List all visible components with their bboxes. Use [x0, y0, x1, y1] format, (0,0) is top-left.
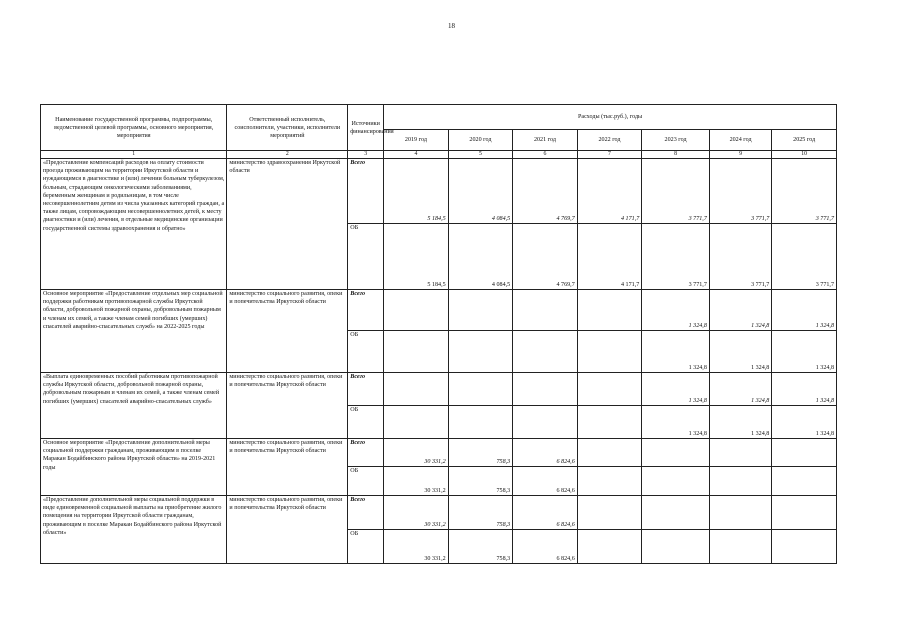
header-year: 2024 год [709, 130, 771, 151]
source-regional-budget: ОБ [348, 406, 384, 439]
source-total: Всего [348, 159, 384, 224]
value-cell: 1 324,8 [642, 406, 710, 439]
value-cell [577, 406, 642, 439]
value-cell: 758,3 [448, 467, 513, 496]
column-index: 8 [642, 151, 710, 159]
header-source: Источники финансирования [348, 105, 384, 151]
activity-name: Основное мероприятие «Предоставление дополнительной меры социальной поддержки гражданам, проживающим в поселке Маракан Бодайбинского района Иркутской области» на 2019-2021 годы [41, 439, 227, 496]
value-cell [448, 290, 513, 331]
executor: министерство здравоохранения Иркутской области [227, 159, 348, 290]
value-cell: 3 771,7 [709, 159, 771, 224]
value-cell [384, 373, 449, 406]
column-index-row [41, 151, 837, 159]
value-cell [642, 496, 710, 530]
column-index: 1 [41, 151, 227, 159]
header-expenses: Расходы (тыс.руб.), годы [384, 105, 837, 130]
value-cell [448, 331, 513, 373]
value-cell: 1 324,8 [709, 373, 771, 406]
header-name: Наименование государственной программы, подпрограммы, ведомственной целевой программы, основного мероприятия, мероприятия [41, 105, 227, 151]
value-cell [642, 530, 710, 564]
value-cell [577, 467, 642, 496]
table-row [41, 373, 837, 406]
value-cell: 1 324,8 [642, 331, 710, 373]
value-cell: 758,3 [448, 439, 513, 467]
value-cell: 4 084,5 [448, 224, 513, 290]
value-cell [448, 406, 513, 439]
value-cell: 4 171,7 [577, 159, 642, 224]
value-cell: 6 824,6 [513, 530, 578, 564]
header-executor: Ответственный исполнитель, соисполнители, участники, исполнители мероприятий [227, 105, 348, 151]
value-cell [513, 373, 578, 406]
value-cell [709, 496, 771, 530]
activity-name: Основное мероприятие «Предоставление отдельных мер социальной поддержки работникам противопожарной службы Иркутской области, добровольной пожарной охраны, добровольным пожарным и членам их семей, а также членам семей погибших (умерших) спасателей аварийно-спасательных служб» на 2022-2025 годы [41, 290, 227, 373]
value-cell [577, 439, 642, 467]
executor: министерство социального развития, опеки и попечительства Иркутской области [227, 373, 348, 439]
value-cell: 3 771,7 [642, 159, 710, 224]
value-cell: 1 324,8 [772, 373, 837, 406]
value-cell: 5 184,5 [384, 159, 449, 224]
value-cell: 1 324,8 [772, 290, 837, 331]
value-cell: 3 771,7 [772, 224, 837, 290]
value-cell [577, 290, 642, 331]
value-cell [642, 467, 710, 496]
value-cell: 4 769,7 [513, 224, 578, 290]
value-cell [513, 331, 578, 373]
header-year: 2021 год [513, 130, 578, 151]
value-cell [772, 496, 837, 530]
source-regional-budget: ОБ [348, 467, 384, 496]
value-cell [577, 331, 642, 373]
value-cell [577, 373, 642, 406]
value-cell: 1 324,8 [709, 406, 771, 439]
value-cell [772, 467, 837, 496]
column-index: 9 [709, 151, 771, 159]
column-index: 3 [348, 151, 384, 159]
value-cell: 1 324,8 [709, 290, 771, 331]
budget-table [40, 104, 837, 564]
value-cell: 3 771,7 [709, 224, 771, 290]
value-cell: 3 771,7 [772, 159, 837, 224]
value-cell: 6 824,6 [513, 439, 578, 467]
value-cell [448, 373, 513, 406]
value-cell [709, 530, 771, 564]
value-cell: 4 084,5 [448, 159, 513, 224]
source-total: Всего [348, 496, 384, 530]
value-cell: 30 331,2 [384, 439, 449, 467]
source-regional-budget: ОБ [348, 530, 384, 564]
executor: министерство социального развития, опеки и попечительства Иркутской области [227, 496, 348, 564]
activity-name: «Выплата единовременных пособий работникам противопожарной службы Иркутской области, добровольной пожарной охраны, добровольным пожарным и членам их семей, а также членам семей погибших (умерших) спасателей аварийно-спасательных служб» [41, 373, 227, 439]
value-cell: 6 824,6 [513, 467, 578, 496]
value-cell: 4 171,7 [577, 224, 642, 290]
source-total: Всего [348, 290, 384, 331]
header-year: 2022 год [577, 130, 642, 151]
source-total: Всего [348, 439, 384, 467]
value-cell [513, 406, 578, 439]
value-cell: 6 824,6 [513, 496, 578, 530]
value-cell [384, 290, 449, 331]
value-cell: 30 331,2 [384, 530, 449, 564]
column-index: 5 [448, 151, 513, 159]
value-cell: 1 324,8 [772, 406, 837, 439]
value-cell: 1 324,8 [642, 290, 710, 331]
header-year: 2025 год [772, 130, 837, 151]
column-index: 7 [577, 151, 642, 159]
source-total: Всего [348, 373, 384, 406]
value-cell: 1 324,8 [709, 331, 771, 373]
value-cell: 30 331,2 [384, 496, 449, 530]
column-index: 4 [384, 151, 449, 159]
value-cell [772, 530, 837, 564]
header-year: 2020 год [448, 130, 513, 151]
column-index: 6 [513, 151, 578, 159]
value-cell [384, 406, 449, 439]
activity-name: «Предоставление компенсаций расходов на оплату стоимости проезда проживающим на территории Иркутской области и нуждающимся в диагностике и (или) лечении больным туберкулезом, больным, страдающим онкологическими заболеваниями, беременным женщинам и родильницам, в том числе несовершеннолетним детям из числа указанных категорий граждан, а также лицам, сопровождающим несовершеннолетних детей, к месту диагностики и (или) лечения, в отдельные медицинские организации государственной системы здравоохранения и обратно» [41, 159, 227, 290]
header-year: 2023 год [642, 130, 710, 151]
table-row [41, 159, 837, 224]
source-regional-budget: ОБ [348, 224, 384, 290]
value-cell [642, 439, 710, 467]
table-row [41, 496, 837, 530]
value-cell: 3 771,7 [642, 224, 710, 290]
value-cell: 1 324,8 [642, 373, 710, 406]
executor: министерство социального развития, опеки и попечительства Иркутской области [227, 290, 348, 373]
source-regional-budget: ОБ [348, 331, 384, 373]
value-cell [384, 331, 449, 373]
value-cell: 4 769,7 [513, 159, 578, 224]
executor: министерство социального развития, опеки и попечительства Иркутской области [227, 439, 348, 496]
table-row [41, 290, 837, 331]
value-cell: 30 331,2 [384, 467, 449, 496]
value-cell [577, 496, 642, 530]
column-index: 10 [772, 151, 837, 159]
value-cell [513, 290, 578, 331]
value-cell: 758,3 [448, 496, 513, 530]
activity-name: «Предоставление дополнительной меры социальной поддержки в виде единовременной социальной выплаты на приобретение жилого помещения на территории Иркутской области гражданам, проживающим в поселке Маракан Бодайбинского района Иркутской области» [41, 496, 227, 564]
value-cell [577, 530, 642, 564]
page-number: 18 [448, 22, 455, 30]
value-cell [772, 439, 837, 467]
header-year: 2019 год [384, 130, 449, 151]
table-row [41, 439, 837, 467]
value-cell [709, 439, 771, 467]
value-cell: 758,3 [448, 530, 513, 564]
value-cell: 5 184,5 [384, 224, 449, 290]
value-cell: 1 324,8 [772, 331, 837, 373]
column-index: 2 [227, 151, 348, 159]
value-cell [709, 467, 771, 496]
